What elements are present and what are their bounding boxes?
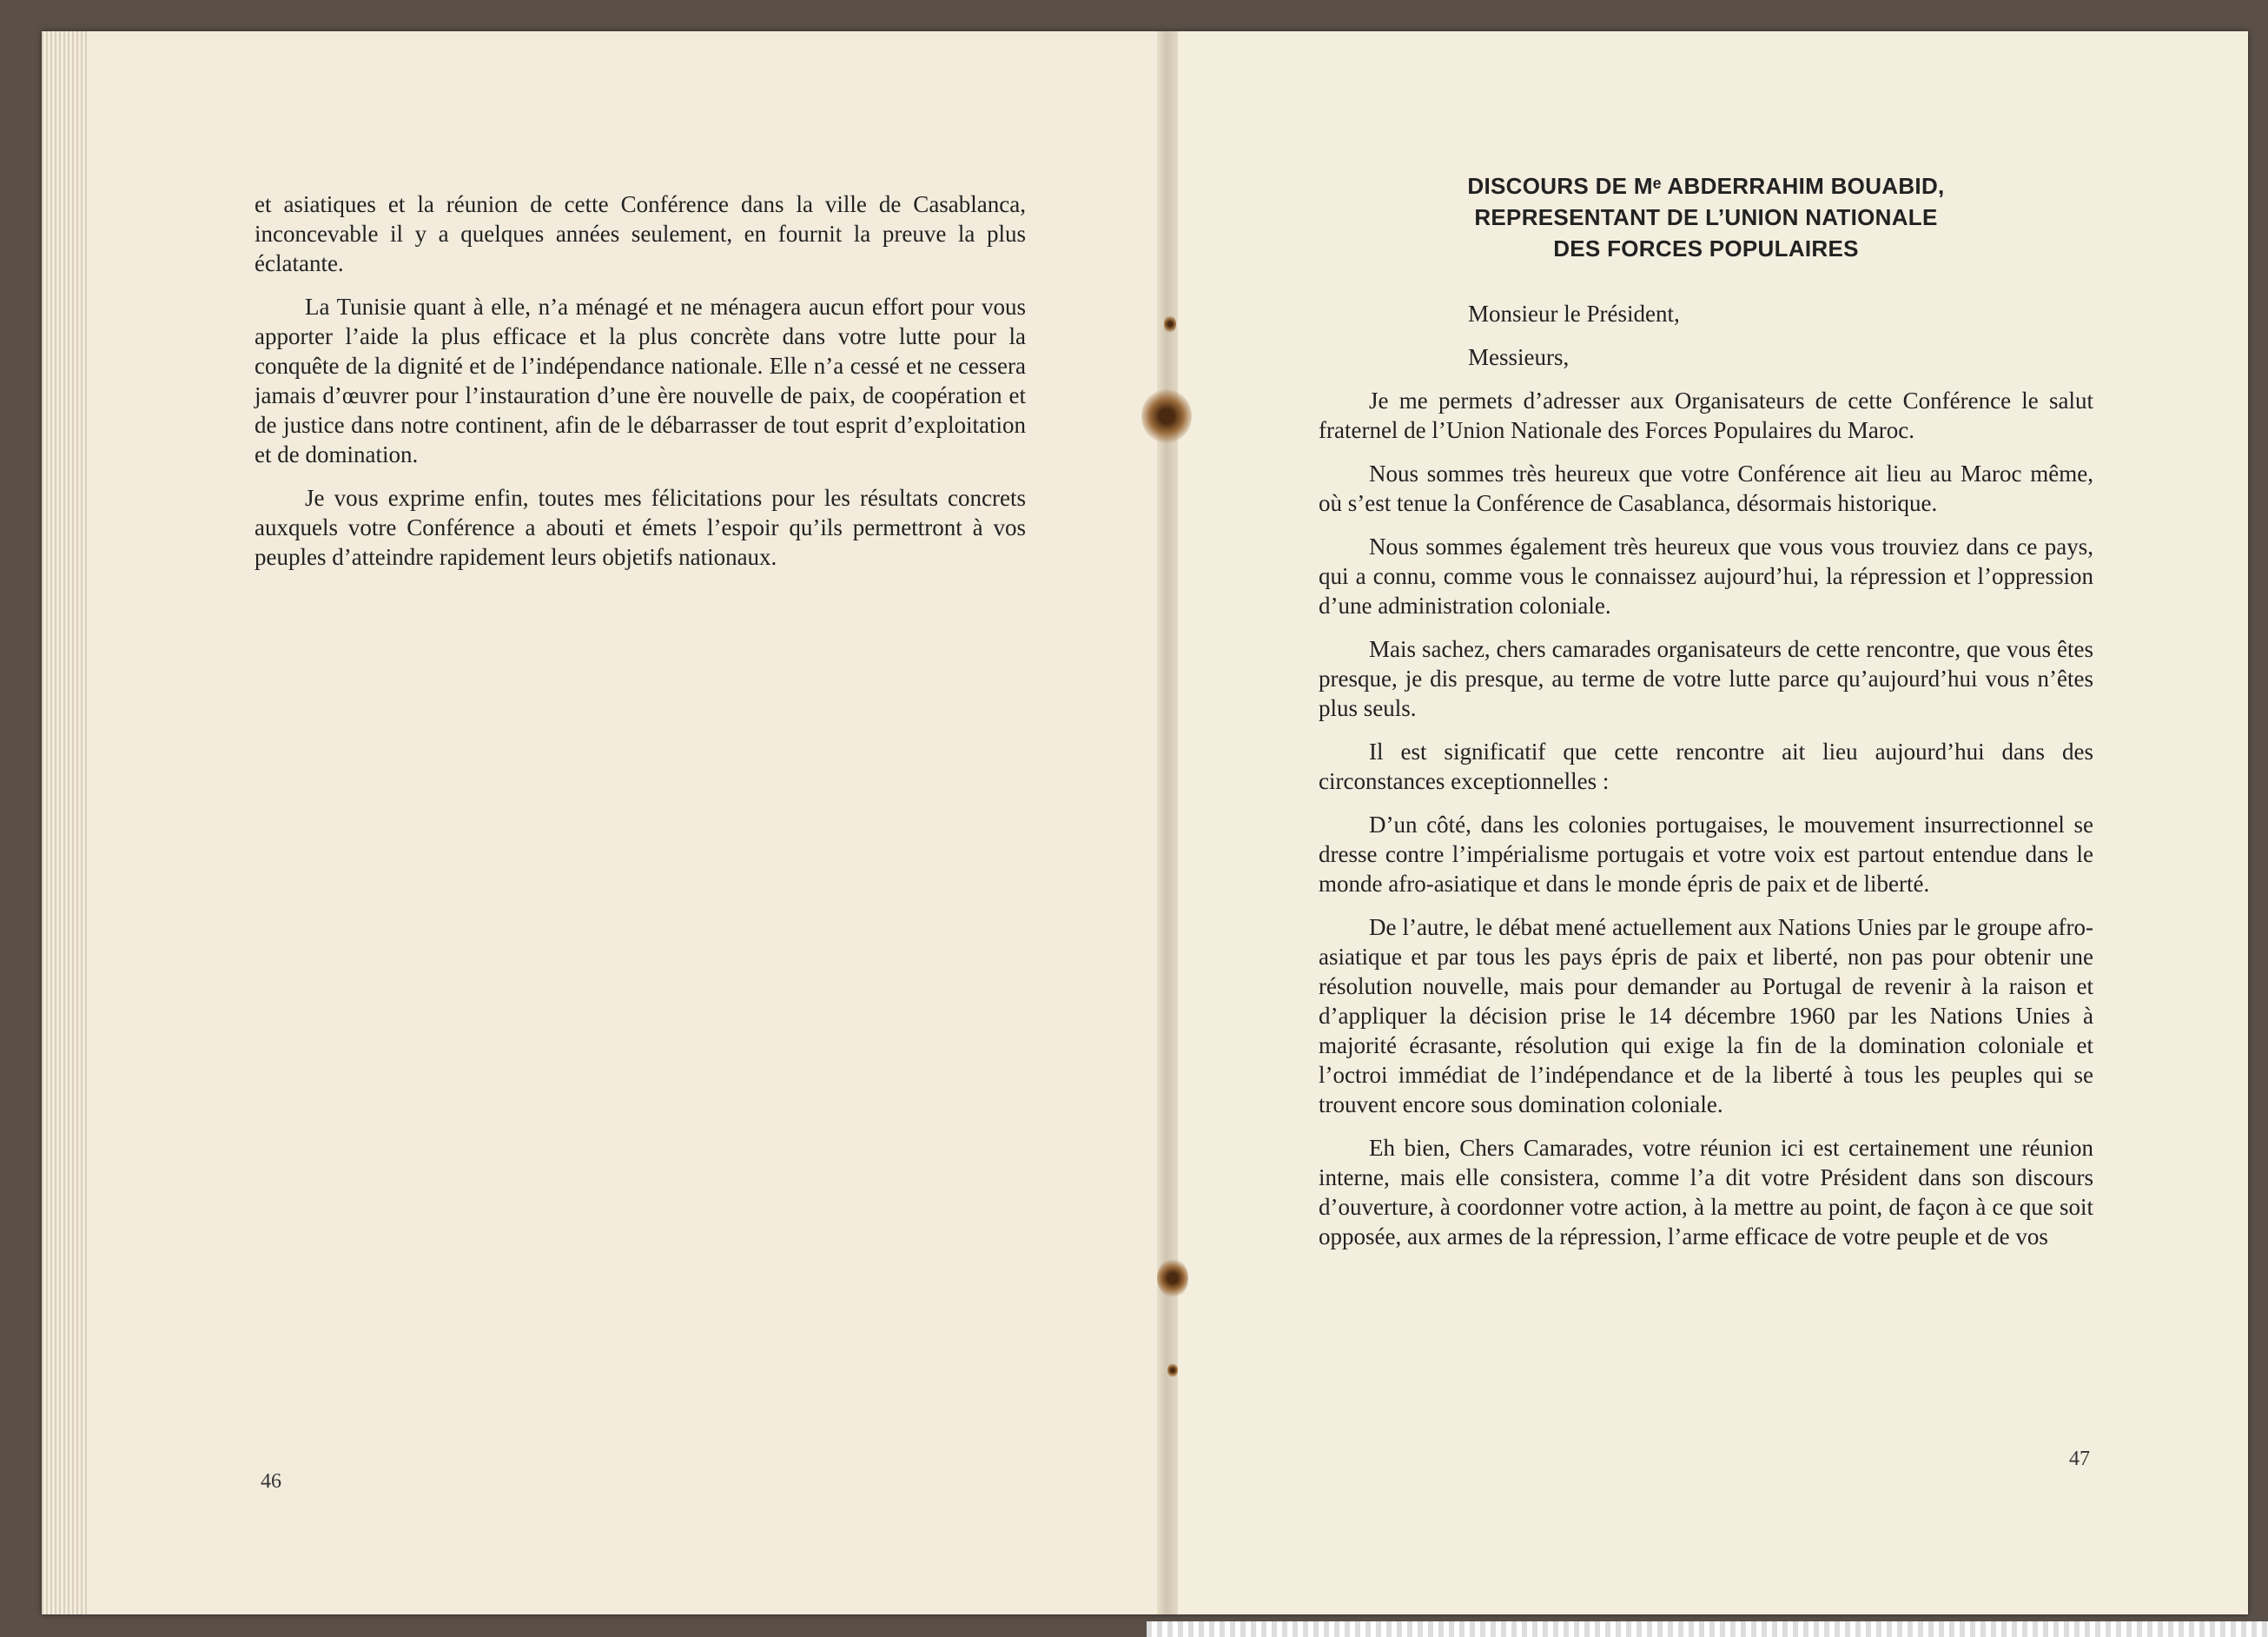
title-line-1: DISCOURS DE Mᵉ ABDERRAHIM BOUABID, — [1467, 173, 1945, 199]
title-line-3: DES FORCES POPULAIRES — [1553, 235, 1859, 262]
right-paragraph-2: Nous sommes très heureux que votre Conférence ait lieu au Maroc même, où s’est tenue la Conférence de Casablanca, désormais historique. — [1319, 461, 2093, 516]
right-paragraph-3: Nous sommes également très heureux que vous vous trouviez dans ce pays, qui a connu, comme vous le connaissez aujourd’hui, la répression et l’oppression d’une administration coloniale. — [1319, 534, 2093, 619]
right-paragraph-7: De l’autre, le débat mené actuellement aux Nations Unies par le groupe afro-asiatique et par tous les pays épris de paix et liberté, non pas pour obtenir une résolution nouvelle, mais pour demander au Portugal de revenir à la raison et d’appliquer la décision prise le 14 décembre 1960 par les Nations Unies à majorité écrasante, résolution qui exige la fin de la domination coloniale et l’octroi immédiat de l’indépendance et de la liberté à tous les peuples qui se trouvent encore sous domination coloniale. — [1319, 914, 2093, 1117]
binding-stain-small-top — [1164, 315, 1176, 334]
left-paragraph-1: et asiatiques et la réunion de cette Conférence dans la ville de Casablanca, inconcevable il y a quelques années seulement, en fournit la preuve la plus éclatante. — [255, 191, 1026, 276]
page-number-left: 46 — [261, 1470, 281, 1493]
right-page-text — [1319, 170, 2093, 1265]
salutation-messieurs: Messieurs, — [1468, 344, 1570, 370]
right-paragraph-6: D’un côté, dans les colonies portugaises, le mouvement insurrectionnel se dresse contre l’impérialisme portugais et votre voix est partout entendue dans le monde afro-asiatique et dans le monde épris de paix et de liberté. — [1319, 812, 2093, 897]
page-edges — [42, 31, 87, 1614]
right-paragraph-5: Il est significatif que cette rencontre ait lieu aujourd’hui dans des circonstances exceptionnelles : — [1319, 739, 2093, 794]
right-paragraph-1: Je me permets d’adresser aux Organisateurs de cette Conférence le salut fraternel de l’Union Nationale des Forces Populaires du Maroc. — [1319, 388, 2093, 443]
left-page-text — [255, 189, 1026, 586]
salutation-president: Monsieur le Président, — [1468, 301, 1680, 327]
binding-stain-top — [1141, 389, 1192, 443]
right-paragraph-4: Mais sachez, chers camarades organisateurs de cette rencontre, que vous êtes presque, je dis presque, au terme de votre lutte parce qu’aujourd’hui vous n’êtes plus seuls. — [1319, 636, 2093, 721]
scan-ruler-strip — [1147, 1621, 2268, 1637]
binding-stain-small-bottom — [1167, 1362, 1178, 1378]
page-number-right: 47 — [2069, 1448, 2090, 1470]
right-paragraph-8: Eh bien, Chers Camarades, votre réunion ici est certainement une réunion interne, mais elle consistera, comme l’a dit votre Président dans son discours d’ouverture, à coordonner votre action, à la mettre au point, de façon à ce que soit opposée, aux armes de la répression, l’arme efficace de votre peuple et de vos — [1319, 1135, 2093, 1249]
binding-stain-bottom — [1157, 1258, 1188, 1298]
left-paragraph-2: La Tunisie quant à elle, n’a ménagé et ne ménagera aucun effort pour vous apporter l’aide la plus efficace et la plus concrète dans votre lutte pour la conquête de la dignité et de l’indépendance nationale. Elle n’a cessé et ne cessera jamais d’œuvrer pour l’instauration d’une ère nouvelle de paix, de coopération et de justice dans notre continent, afin de le débarrasser de tout esprit d’exploitation et de domination. — [255, 294, 1026, 467]
title-line-2: REPRESENTANT DE L’UNION NATIONALE — [1474, 204, 1938, 230]
left-paragraph-3: Je vous exprime enfin, toutes mes félicitations pour les résultats concrets auxquels votre Conférence a abouti et émets l’espoir qu’ils permettront à vos peuples d’atteindre rapidement leurs objetifs nationaux. — [255, 485, 1026, 570]
speech-title — [1319, 170, 2093, 264]
